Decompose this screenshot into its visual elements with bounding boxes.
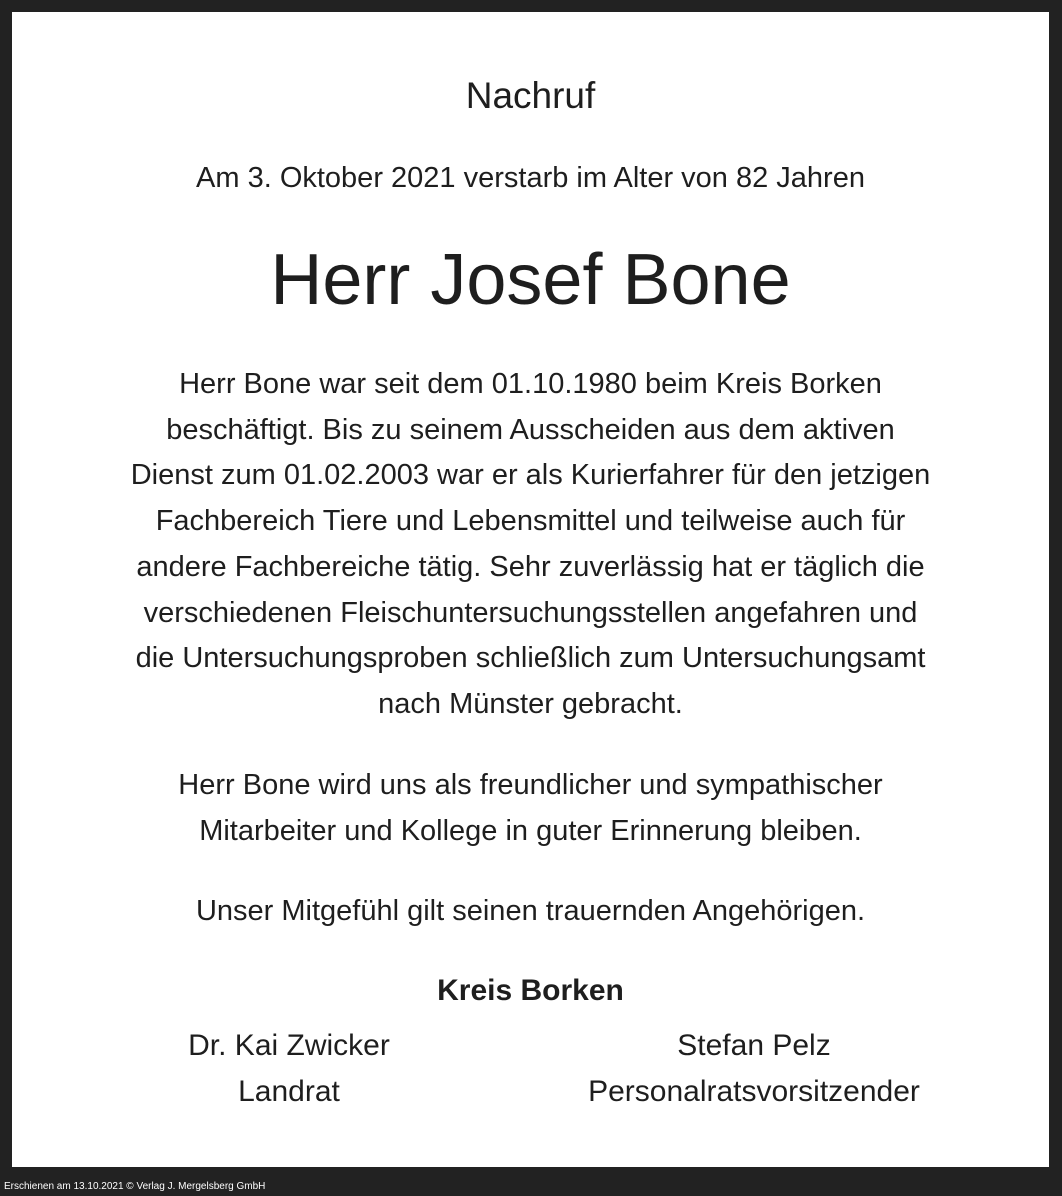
signatory-role: Personalratsvorsitzender [588, 1075, 920, 1108]
death-notice-line: Am 3. Oktober 2021 verstarb im Alter von 82 Jahren [196, 162, 865, 194]
signatory-role: Landrat [238, 1075, 340, 1108]
paragraph-line: Mitarbeiter und Kollege in guter Erinnerung bleiben. [199, 814, 862, 847]
paragraph-line: Herr Bone wird uns als freundlicher und sympathischer [178, 769, 883, 801]
paragraph-line: nach Münster gebracht. [378, 687, 683, 720]
signatory-name: Dr. Kai Zwicker [188, 1029, 390, 1062]
paragraph-line: andere Fachbereiche tätig. Sehr zuverlässig hat er täglich die [136, 550, 925, 583]
paragraph-line: die Untersuchungsproben schließlich zum Untersuchungsamt [135, 642, 926, 675]
career-paragraph [12, 362, 1049, 728]
publication-footer: Erschienen am 13.10.2021 © Verlag J. Mergelsberg GmbH [4, 1181, 266, 1192]
obituary-heading: Nachruf [465, 75, 596, 116]
signatory-right [524, 1023, 984, 1115]
signatory-left [59, 1023, 519, 1115]
paragraph-line: Dienst zum 01.02.2003 war er als Kurierfahrer für den jetzigen [130, 459, 931, 492]
paragraph-line: beschäftigt. Bis zu seinem Ausscheiden aus dem aktiven [166, 413, 895, 446]
paragraph-line: Herr Bone war seit dem 01.10.1980 beim Kreis Borken [179, 368, 882, 400]
deceased-name: Herr Josef Bone [270, 240, 791, 320]
organization-name: Kreis Borken [437, 974, 624, 1007]
paragraph-line: verschiedenen Fleischuntersuchungsstellen angefahren und [143, 596, 918, 629]
signatory-name: Stefan Pelz [677, 1029, 831, 1062]
obituary-card [12, 12, 1049, 1167]
paragraph-line: Fachbereich Tiere und Lebensmittel und teilweise auch für [155, 505, 906, 538]
memory-paragraph [12, 763, 1049, 854]
condolence-paragraph: Unser Mitgefühl gilt seinen trauernden Angehörigen. [195, 895, 866, 927]
